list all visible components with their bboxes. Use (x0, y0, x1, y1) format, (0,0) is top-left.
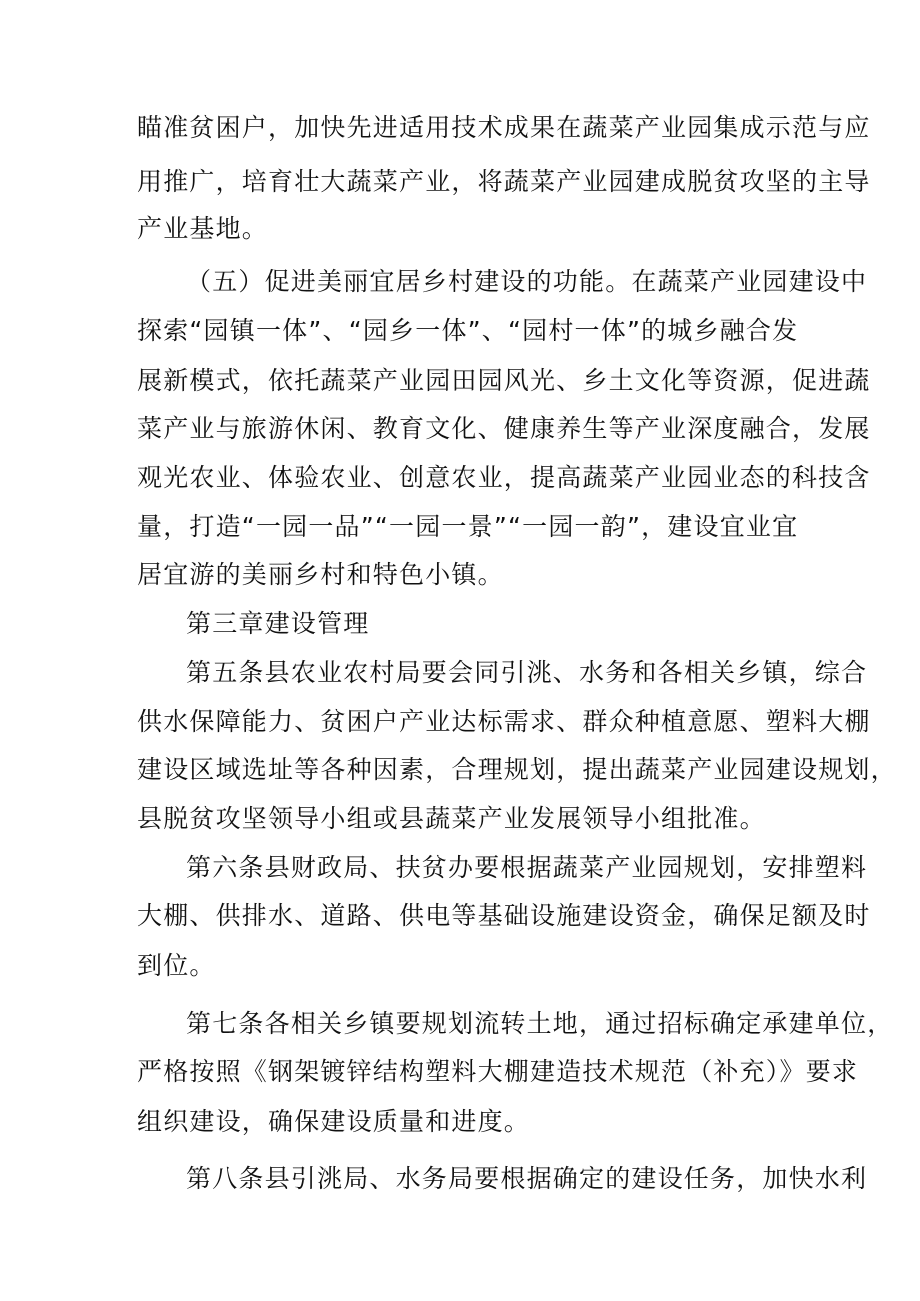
text-line: 第六条县财政局、扶贫办要根据蔬菜产业园规划，安排塑料 (186, 853, 868, 882)
text-line: 第五条县农业农村局要会同引洮、水务和各相关乡镇，综合 (186, 658, 868, 687)
chapter-heading: 第三章建设管理 (186, 609, 370, 638)
text-line: 观光农业、体验农业、创意农业，提高蔬菜产业园业态的科技含 (137, 463, 871, 492)
text-line: 第八条县引洮局、水务局要根据确定的建设任务，加快水利 (186, 1164, 868, 1193)
text-line: 瞄准贫困户，加快先进适用技术成果在蔬菜产业园集成示范与应 (137, 113, 871, 142)
text-line: 大棚、供排水、道路、供电等基础设施建设资金，确保足额及时 (137, 901, 871, 930)
text-line: 严格按照《钢架镀锌结构塑料大棚建造技术规范（补充）》要求 (137, 1057, 859, 1086)
text-line: 菜产业与旅游休闲、教育文化、健康养生等产业深度融合，发展 (137, 414, 871, 443)
text-line: 建设区域选址等各种因素，合理规划，提出蔬菜产业园建设规划， (137, 755, 897, 784)
text-line: 供水保障能力、贫困户产业达标需求、群众种植意愿、塑料大棚 (137, 707, 871, 736)
text-line: 展新模式，依托蔬菜产业园田园风光、乡土文化等资源，促进蔬 (137, 366, 871, 395)
text-line: （五）促进美丽宜居乡村建设的功能。在蔬菜产业园建设中 (186, 267, 868, 296)
text-line: 用推广，培育壮大蔬菜产业，将蔬菜产业园建成脱贫攻坚的主导 (137, 167, 871, 196)
text-line: 量，打造“一园一品”“一园一景”“一园一韵”，建设宜业宜 (137, 512, 799, 541)
text-line: 到位。 (137, 951, 216, 980)
text-line: 县脱贫攻坚领导小组或县蔬菜产业发展领导小组批准。 (137, 804, 766, 833)
text-line: 第七条各相关乡镇要规划流转土地，通过招标确定承建单位， (186, 1009, 894, 1038)
text-line: 组织建设，确保建设质量和进度。 (137, 1107, 531, 1136)
text-line: 产业基地。 (137, 214, 269, 243)
text-line: 居宜游的美丽乡村和特色小镇。 (137, 560, 504, 589)
text-line: 探索“园镇一体”、“园乡一体”、“园村一体”的城乡融合发 (137, 316, 799, 345)
